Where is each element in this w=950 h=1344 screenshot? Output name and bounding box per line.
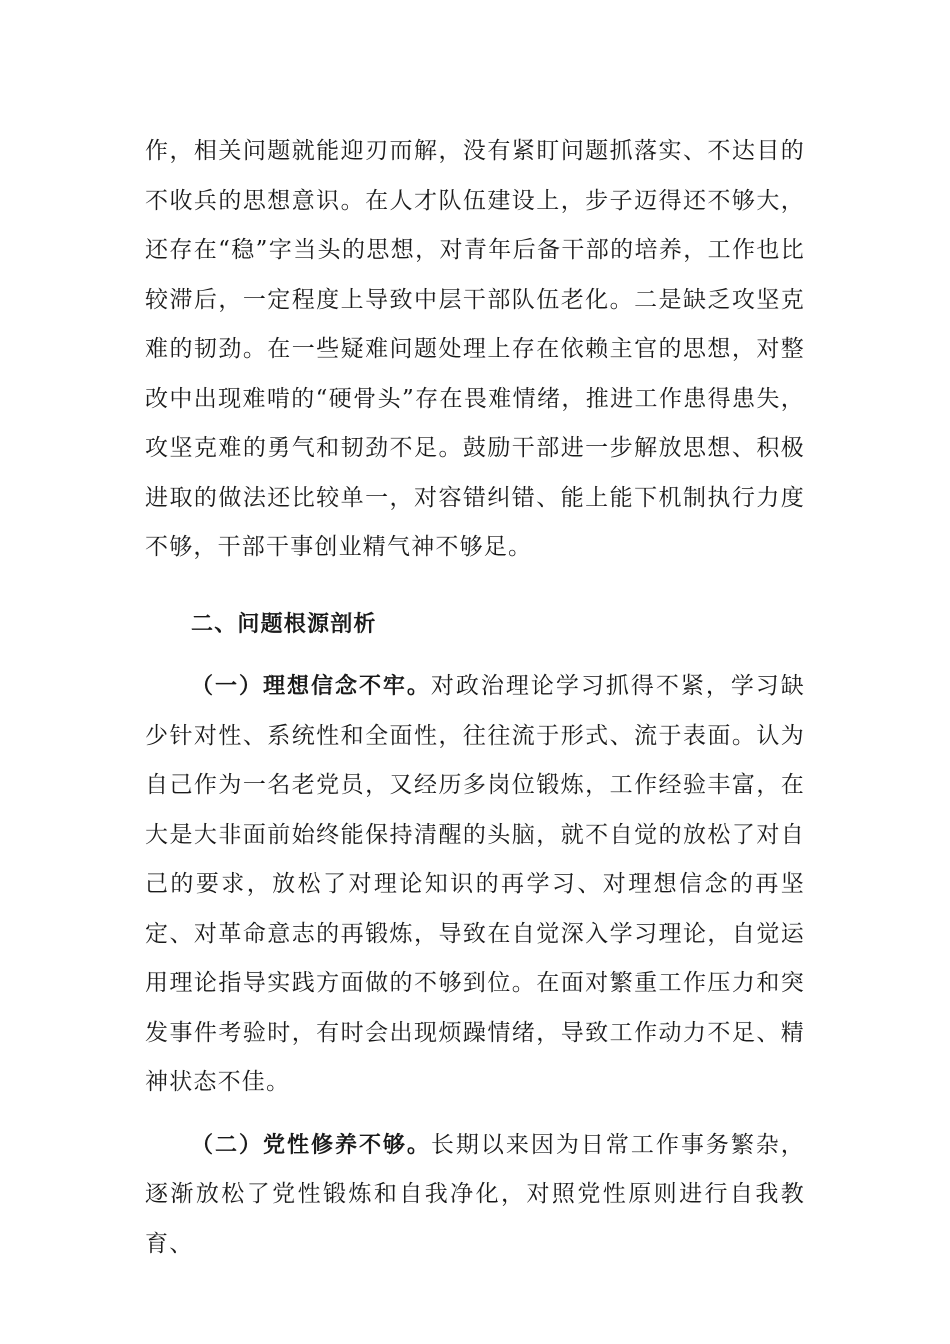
item-1-body: 对政治理论学习抓得不紧，学习缺少针对性、系统性和全面性，往往流于形式、流于表面。认为自己作为一名老党员，又经历多岗位锻炼，工作经验丰富，在大是大非面前始终能保持清醒的头脑，就不自觉的放松了对自己的要求，放松了对理论知识的再学习、对理想信念的再坚定、对革命意志的再锻炼，导致在自觉深入学习理论，自觉运用理论指导实践方面做的不够到位。在面对繁重工作压力和突发事件考验时，有时会出现烦躁情绪，导致工作动力不足、精神状态不佳。 <box>145 673 805 1095</box>
paragraph-gap <box>145 1108 805 1121</box>
paragraph-continuation: 作，相关问题就能迎刃而解，没有紧盯问题抓落实、不达目的不收兵的思想意识。在人才队伍建设上，步子迈得还不够大，还存在“稳”字当头的思想，对青年后备干部的培养，工作也比较滞后，一定程度上导致中层干部队伍老化。二是缺乏攻坚克难的韧劲。在一些疑难问题处理上存在依赖主官的思想，对整改中出现难啃的“硬骨头”存在畏难情绪，推进工作患得患失，攻坚克难的勇气和韧劲不足。鼓励干部进一步解放思想、积极进取的做法还比较单一，对容错纠错、能上能下机制执行力度不够，干部干事创业精气神不够足。 <box>145 138 805 560</box>
paragraph-gap <box>145 573 805 586</box>
item-1-lead: （一）理想信念不牢。 <box>191 674 431 699</box>
item-2-lead: （二）党性修养不够。 <box>191 1132 431 1158</box>
paragraph-item-1 <box>145 662 805 1108</box>
paragraph-item-2 <box>145 1121 805 1270</box>
item-2-body: 长期以来因为日常工作事务繁杂，逐渐放松了党性锻炼和自我净化，对照党性原则进行自我教育、 <box>145 1131 805 1257</box>
document-body <box>145 127 805 1269</box>
section-heading: 二、问题根源剖析 <box>191 611 377 637</box>
